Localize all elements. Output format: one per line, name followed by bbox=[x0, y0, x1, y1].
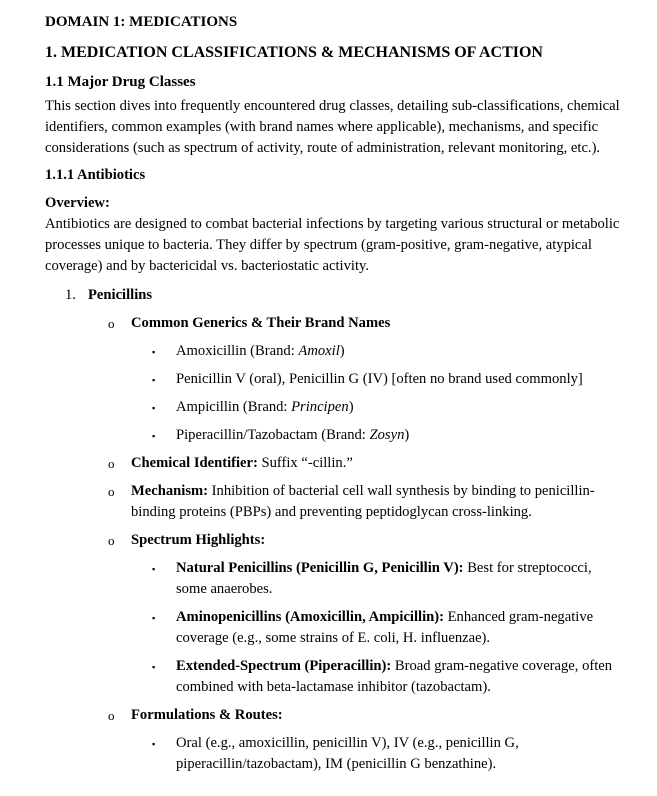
square-bullet-icon: ▪ bbox=[152, 347, 156, 357]
common-generics-label: Common Generics & Their Brand Names bbox=[131, 315, 391, 331]
generic-item-text: Piperacillin/Tazobactam (Brand: Zosyn) bbox=[176, 427, 410, 443]
square-bullet-icon: ▪ bbox=[152, 403, 156, 413]
heading-domain: DOMAIN 1: MEDICATIONS bbox=[45, 14, 238, 30]
heading-drug-classes: 1.1 Major Drug Classes bbox=[45, 74, 196, 90]
brand-name: Zosyn bbox=[369, 427, 405, 443]
circle-bullet-icon: o bbox=[108, 533, 115, 548]
square-bullet-icon: ▪ bbox=[152, 613, 156, 623]
heading-antibiotics: 1.1.1 Antibiotics bbox=[45, 167, 146, 183]
list-item-penicillin-v-g bbox=[45, 369, 620, 390]
spectrum-highlights-label: Spectrum Highlights: bbox=[131, 532, 266, 548]
list-item-formulations-routes bbox=[45, 705, 620, 726]
list-item-common-generics bbox=[45, 313, 620, 334]
generic-item-text: Ampicillin (Brand: Principen) bbox=[176, 399, 354, 415]
mechanism-text: Mechanism: Inhibition of bacterial cell wall synthesis by binding to penicillin-binding proteins (PBPs) and preventing peptidoglycan cross-linking. bbox=[131, 483, 595, 520]
circle-bullet-icon: o bbox=[108, 484, 115, 499]
penicillins-title: Penicillins bbox=[88, 287, 153, 303]
list-item-penicillins bbox=[45, 285, 620, 306]
square-bullet-icon: ▪ bbox=[152, 375, 156, 385]
generic-item-text: Amoxicillin (Brand: Amoxil) bbox=[176, 343, 345, 359]
square-bullet-icon: ▪ bbox=[152, 564, 156, 574]
list-item-piperacillin-tazobactam bbox=[45, 425, 620, 446]
formulations-item-text: Oral (e.g., amoxicillin, penicillin V), IV (e.g., penicillin G, piperacillin/tazobactam), IM (penicillin G benzathine). bbox=[176, 735, 519, 772]
spectrum-item-text: Extended-Spectrum (Piperacillin): Broad gram-negative coverage, often combined with beta-lactamase inhibitor (tazobactam). bbox=[176, 658, 613, 695]
formulations-routes-label: Formulations & Routes: bbox=[131, 707, 283, 723]
spectrum-item-text: Natural Penicillins (Penicillin G, Penicillin V): Best for streptococci, some anaerobes. bbox=[176, 560, 592, 597]
list-item-aminopenicillins bbox=[45, 607, 620, 649]
list-item-amoxicillin bbox=[45, 341, 620, 362]
circle-bullet-icon: o bbox=[108, 708, 115, 723]
overview-text: Antibiotics are designed to combat bacterial infections by targeting various structural or metabolic processes unique to bacteria. They differ by spectrum (gram-positive, gram-negative, atypical coverage) and by bactericidal vs. bacteriostatic activity. bbox=[45, 216, 620, 274]
intro-paragraph: This section dives into frequently encountered drug classes, detailing sub-classifications, chemical identifiers, common examples (with brand names where applicable), mechanisms, and specific considerations (such as spectrum of activity, route of administration, relevant monitoring, etc.). bbox=[45, 98, 620, 156]
overview-paragraph bbox=[45, 193, 620, 277]
heading-section: 1. MEDICATION CLASSIFICATIONS & MECHANISMS OF ACTION bbox=[45, 44, 543, 61]
square-bullet-icon: ▪ bbox=[152, 662, 156, 672]
list-number: 1. bbox=[65, 287, 76, 303]
list-item-chemical-identifier bbox=[45, 453, 620, 474]
square-bullet-icon: ▪ bbox=[152, 739, 156, 749]
list-item-mechanism bbox=[45, 481, 620, 523]
spectrum-item-text: Aminopenicillins (Amoxicillin, Ampicillin): Enhanced gram-negative coverage (e.g., some strains of E. coli, H. influenzae). bbox=[176, 609, 594, 646]
list-item-ampicillin bbox=[45, 397, 620, 418]
brand-name: Principen bbox=[291, 399, 349, 415]
brand-name: Amoxil bbox=[298, 343, 340, 359]
square-bullet-icon: ▪ bbox=[152, 431, 156, 441]
overview-label: Overview: bbox=[45, 195, 110, 211]
circle-bullet-icon: o bbox=[108, 316, 115, 331]
list-item-spectrum-highlights bbox=[45, 530, 620, 551]
list-item-extended-spectrum bbox=[45, 656, 620, 698]
list-item-natural-penicillins bbox=[45, 558, 620, 600]
list-item-oral-iv-im bbox=[45, 733, 620, 775]
generic-item-text: Penicillin V (oral), Penicillin G (IV) [often no brand used commonly] bbox=[176, 371, 583, 387]
circle-bullet-icon: o bbox=[108, 456, 115, 471]
chemical-identifier-text: Chemical Identifier: Suffix “-cillin.” bbox=[131, 455, 353, 471]
